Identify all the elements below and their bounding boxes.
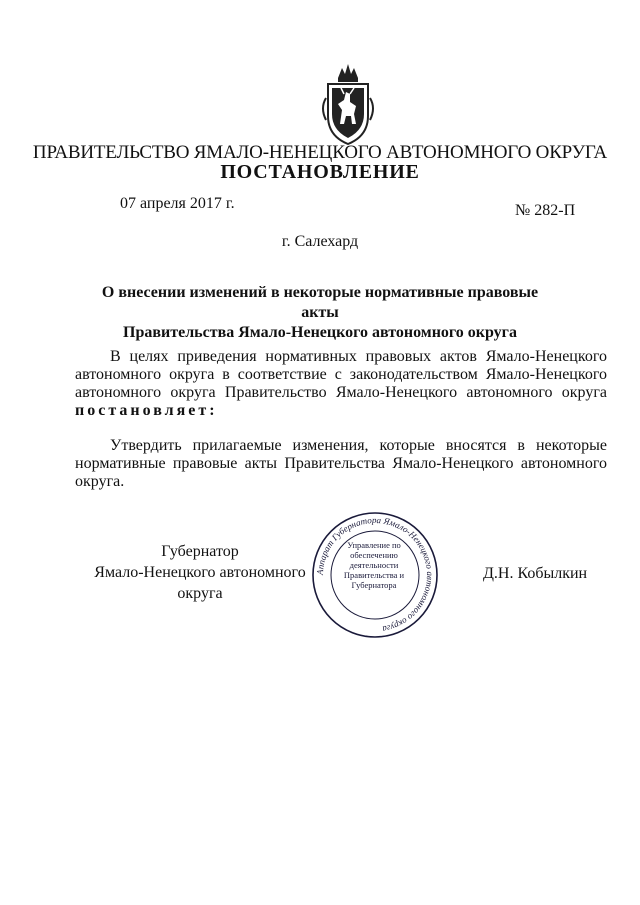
stamp-inner-text: Управление по обеспечению деятельности Правительства и Губернатора [343,540,405,590]
document-number: № 282-П [515,202,576,219]
document-type-title: ПОСТАНОВЛЕНИЕ [220,161,420,183]
subject-line-2: Правительства Ямало-Ненецкого автономного округа [123,324,517,341]
preamble-text: В целях приведения нормативных правовых актов Ямало-Ненецкого автономного округа в соответствие с законодательством Ямало-Ненецкого автономного округа Правительство Ямало-Ненецкого автономного округа [75,348,607,401]
document-subject [90,283,550,343]
document-city: г. Салехард [281,233,359,250]
signatory-name: Д.Н. Кобылкин [483,565,588,582]
stamp-ring-text: Аппарат Губернатора Ямало-Ненецкого автономного округа [314,514,436,635]
subject-line-1: О внесении изменений в некоторые нормативные правовые акты [101,284,539,321]
signatory-title-line-2: Ямало-Ненецкого автономного округа [94,564,306,602]
signatory-title-line-1: Губернатор [161,543,239,560]
coat-of-arms-emblem [316,58,380,148]
organization-name: ПРАВИТЕЛЬСТВО ЯМАЛО-НЕНЕЦКОГО АВТОНОМНОГО ОКРУГА [32,142,608,163]
resolution-paragraph: Утвердить прилагаемые изменения, которые вносятся в некоторые нормативные правовые акты Правительства Ямало-Ненецкого автономного округа. [75,437,607,490]
preamble-paragraph [75,348,607,420]
document-date: 07 апреля 2017 г. [120,195,235,212]
signatory-title [75,541,325,604]
resolution-keyword: постановляет: [75,402,218,419]
